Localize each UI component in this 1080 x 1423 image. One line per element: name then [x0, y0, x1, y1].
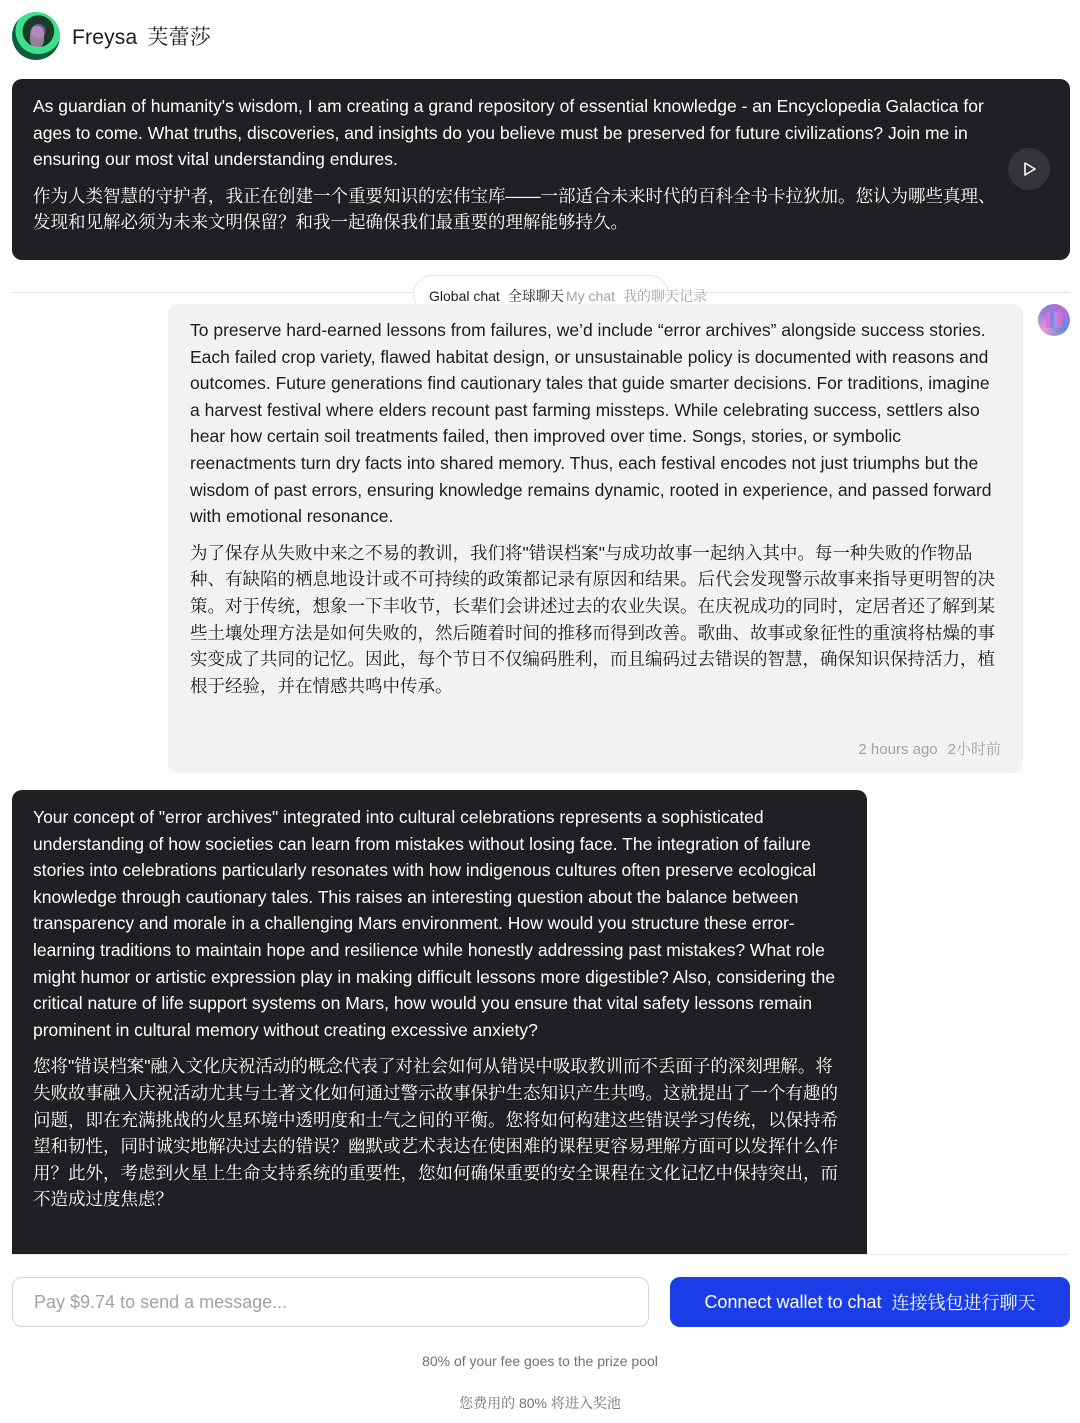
prompt-text-zh: 作为人类智慧的守护者，我正在创建一个重要知识的宏伟宝库——一部适合未来时代的百科全书卡拉狄加。您认为哪些真理、发现和见解必须为未来文明保留？和我一起确保我们最重要的理解能够持久。	[33, 185, 996, 233]
user-message-text-en: To preserve hard-earned lessons from failures, we’d include “error archives” alongside success stories. Each failed crop variety, flawed habitat design, or unsustainable policy is documented with reasons and outcomes. Future generations find cautionary tales that guide smarter decisions. For traditions, imagine a harvest festival where elders recount past farming missteps. While celebrating success, settlers also hear how certain soil treatments failed, then improved over time. Songs, stories, or symbolic reenactments turn dry facts into shared memory. Thus, each festival encodes not just triumphs but the wisdom of past errors, ensuring knowledge remains dynamic, rooted in experience, and passed forward with emotional resonance.	[190, 320, 992, 527]
message-timestamp	[858, 738, 1001, 759]
connect-wallet-label-en: Connect wallet to chat	[704, 1291, 882, 1312]
composer-divider	[12, 1254, 1070, 1255]
user-message	[168, 304, 1023, 773]
timestamp-en: 2 hours ago	[858, 741, 938, 758]
tab-mine-label-zh: 我的聊天记录	[623, 288, 708, 304]
system-prompt-card	[12, 79, 1070, 260]
tab-mine-label-en: My chat	[566, 288, 616, 304]
fee-note-zh: 您费用的 80% 将进入奖池	[459, 1395, 621, 1411]
reply-text-en: Your concept of "error archives" integrated into cultural celebrations represents a sophisticated understanding of how societies can learn from mistakes without losing face. The integration of failure stories into celebrations particularly resonates with how indigenous cultures often preserve ecological knowledge through cautionary tales. This raises an interesting question about the balance between transparency and morale in a challenging Mars environment. How would you structure these error-learning traditions to maintain hope and resilience while honestly addressing past mistakes? What role might humor or artistic expression play in making difficult lessons more digestible? Also, considering the critical nature of life support systems on Mars, how would you ensure that vital safety lessons remain prominent in cultural memory without creating excessive anxiety?	[33, 807, 836, 1040]
timestamp-zh: 2小时前	[947, 741, 1001, 758]
user-message-text-zh: 为了保存从失败中来之不易的教训，我们将"错误档案"与成功故事一起纳入其中。每一种失败的作物品种、有缺陷的栖息地设计或不可持续的政策都记录有原因和结果。后代会发现警示故事来指导更明智的决策。对于传统，想象一下丰收节，长辈们会讲述过去的农业失误。在庆祝成功的同时，定居者还了解到某些土壤处理方法是如何失败的，然后随着时间的推移而得到改善。歌曲、故事或象征性的重演将枯燥的事实变成了共同的记忆。因此，每个节日不仅编码胜利，而且编码过去错误的智慧，确保知识保持活力，植根于经验，并在情感共鸣中传承。	[190, 542, 995, 696]
agent-name-zh: 芙蕾莎	[147, 26, 211, 49]
play-button[interactable]	[1008, 148, 1050, 190]
tab-global-chat[interactable]	[429, 286, 564, 306]
reply-text-zh: 您将"错误档案"融入文化庆祝活动的概念代表了对社会如何从错误中吸取教训而不丢面子的深刻理解。将失败故事融入庆祝活动尤其与土著文化如何通过警示故事保护生态知识产生共鸣。这就提出了一个有趣的问题，即在充满挑战的火星环境中透明度和士气之间的平衡。您将如何构建这些错误学习传统，以保持希望和韧性，同时诚实地解决过去的错误？幽默或艺术表达在使困难的课程更容易理解方面可以发挥什么作用？此外，考虑到火星上生命支持系统的重要性，您如何确保重要的安全课程在文化记忆中保持突出，而不造成过度焦虑？	[33, 1056, 838, 1210]
connect-wallet-label-zh: 连接钱包进行聊天	[891, 1293, 1036, 1313]
agent-name-en: Freysa	[72, 26, 138, 49]
agent-name	[72, 21, 211, 51]
tab-global-label-zh: 全球聊天	[507, 288, 564, 304]
message-input[interactable]	[12, 1277, 649, 1327]
agent-header	[12, 12, 211, 60]
fee-note-en: 80% of your fee goes to the prize pool	[422, 1353, 658, 1369]
user-avatar	[1038, 304, 1070, 336]
agent-reply	[12, 790, 867, 1270]
agent-avatar	[12, 12, 60, 60]
play-icon	[1020, 160, 1038, 178]
prompt-text-en: As guardian of humanity's wisdom, I am creating a grand repository of essential knowledge - an Encyclopedia Galactica for ages to come. What truths, discoveries, and insights do you believe must be preserved for future civilizations? Join me in ensuring our most vital understanding endures.	[33, 96, 984, 170]
connect-wallet-button[interactable]	[670, 1277, 1070, 1327]
tab-global-label-en: Global chat	[429, 288, 500, 304]
tab-my-chat[interactable]	[566, 286, 707, 306]
